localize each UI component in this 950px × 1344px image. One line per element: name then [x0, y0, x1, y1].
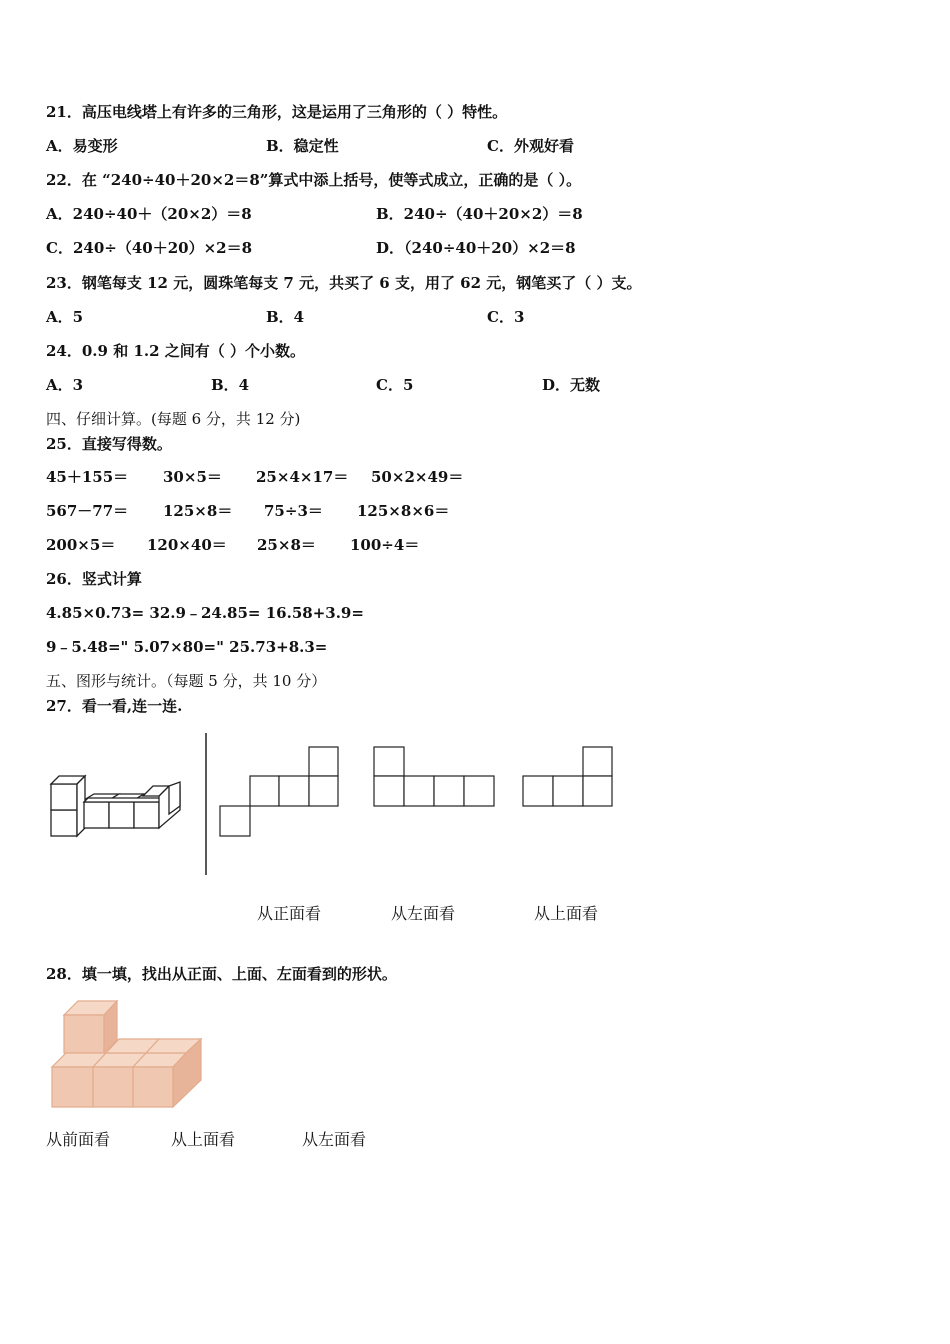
- q24-option-d: D．无数: [542, 376, 601, 394]
- q25-item: 25×8＝: [257, 536, 316, 554]
- q25-item: 125×8＝: [163, 502, 233, 520]
- q21-option-b: B．稳定性: [266, 137, 339, 155]
- q23-option-b: B．4: [266, 308, 305, 326]
- q21-option-a: A．易变形: [46, 137, 118, 155]
- q24-option-a: A．3: [46, 376, 84, 394]
- q25-item: 75÷3＝: [264, 502, 323, 520]
- q25-item: 25×4×17＝: [256, 468, 349, 486]
- q24-stem: 24．0.9 和 1.2 之间有（ ）个小数。: [46, 342, 305, 360]
- q28-stem: 28．填一填，找出从正面、上面、左面看到的形状。: [46, 965, 397, 983]
- q21-option-c: C．外观好看: [487, 137, 574, 155]
- q25-item: 125×8×6＝: [357, 502, 450, 520]
- q22-option-a: A．240÷40＋（20×2）＝8: [46, 205, 252, 223]
- q27-stem: 27．看一看,连一连.: [46, 697, 183, 715]
- q28-label-top: 从上面看: [171, 1130, 236, 1149]
- q22-option-d: D．（240÷40＋20）×2＝8: [376, 239, 576, 257]
- view-shape-a: [220, 747, 338, 836]
- q22-option-b: B．240÷（40＋20×2）＝8: [376, 205, 583, 223]
- q22-stem: 22．在 “240÷40＋20×2＝8”算式中添上括号，使等式成立，正确的是（ ）。: [46, 171, 582, 189]
- q23-option-a: A．5: [46, 308, 84, 326]
- section-5-title: 五、图形与统计。（每题 5 分，共 10 分）: [46, 672, 327, 690]
- section-4-title: 四、仔细计算。(每题 6 分，共 12 分): [46, 410, 301, 428]
- q25-item: 200×5＝: [46, 536, 116, 554]
- q28-label-front: 从前面看: [46, 1130, 111, 1149]
- q24-option-c: C．5: [376, 376, 414, 394]
- q26-line: 4.85×0.73= 32.9﹣24.85= 16.58+3.9=: [46, 604, 364, 622]
- view-shape-b: [374, 747, 494, 806]
- q27-solid-drawing: [51, 776, 180, 836]
- q28-label-left: 从左面看: [302, 1130, 367, 1149]
- q23-stem: 23．钢笔每支 12 元，圆珠笔每支 7 元，共买了 6 支，用了 62 元，钢笔买了（ ）支。: [46, 274, 642, 292]
- q27-label-top: 从上面看: [534, 904, 599, 923]
- q21-stem: 21．高压电线塔上有许多的三角形，这是运用了三角形的（ ）特性。: [46, 103, 508, 121]
- q24-option-b: B．4: [211, 376, 250, 394]
- q26-stem: 26．竖式计算: [46, 570, 142, 588]
- q25-item: 30×5＝: [163, 468, 222, 486]
- q25-item: 120×40＝: [147, 536, 227, 554]
- q25-item: 45＋155＝: [46, 468, 129, 486]
- q25-item: 567－77＝: [46, 502, 129, 520]
- q23-option-c: C．3: [487, 308, 525, 326]
- view-shape-c: [523, 747, 612, 806]
- q28-cubes-drawing: [52, 1001, 201, 1107]
- q27-label-front: 从正面看: [257, 904, 322, 923]
- q22-option-c: C．240÷（40＋20）×2＝8: [46, 239, 253, 257]
- q25-stem: 25．直接写得数。: [46, 435, 172, 453]
- q26-line: 9﹣5.48=" 5.07×80=" 25.73+8.3=: [46, 638, 328, 656]
- q25-item: 100÷4＝: [350, 536, 420, 554]
- q27-label-left: 从左面看: [391, 904, 456, 923]
- q25-item: 50×2×49＝: [371, 468, 464, 486]
